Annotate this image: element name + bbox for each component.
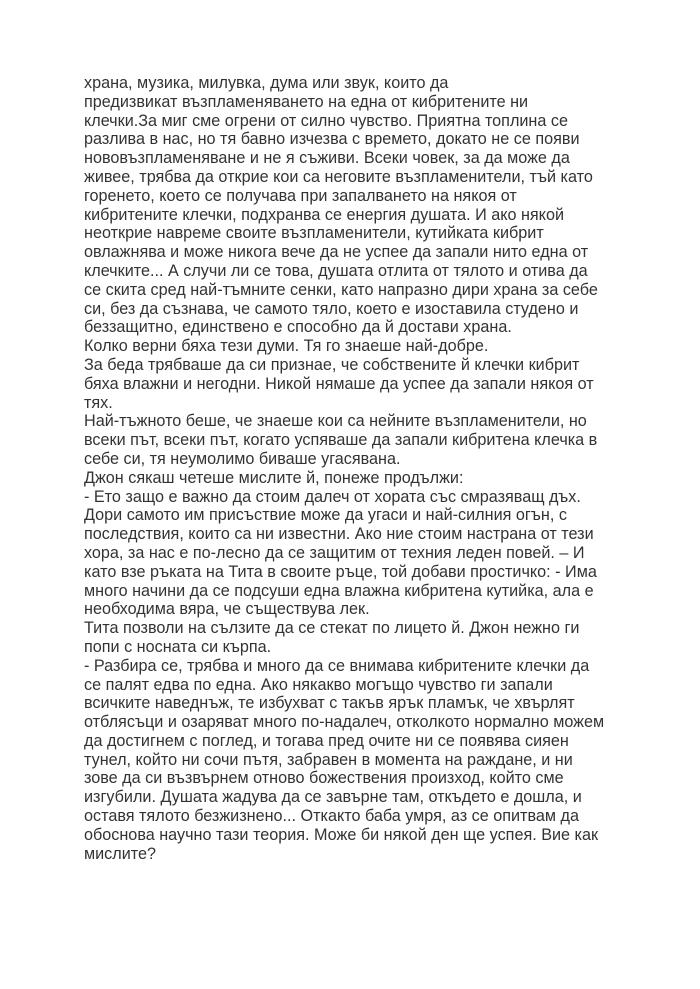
text-line: обоснова научно тази теория. Може би някой ден ще успея. Вие как [84,825,599,844]
text-line: овлажнява и може никога вече да не успее да запали нито една от [84,243,589,262]
text-line: като взе ръката на Тита в своите ръце, той добави простичко: - Има [84,562,597,581]
text-line: тях. [84,393,113,412]
text-line: си, без да съзнава, че самото тяло, което е изоставила студено и [84,299,579,318]
text-line: бяха влажни и негодни. Никой нямаше да успее да запали някоя от [84,374,594,393]
text-line: горенето, което се получава при запалването на някоя от [84,186,517,205]
text-line: Колко верни бяха тези думи. Тя го знаеше най-добре. [84,337,489,356]
text-line: разлива в нас, но тя бавно изчезва с времето, докато не се появи [84,130,580,149]
text-line: се палят едва по една. Ако някакво могъщо чувство ги запали [84,675,553,694]
text-line: се скита сред най-тъмните сенки, като напразно дири храна за себе [84,280,598,299]
text-line: всичките наведнъж, те избухват с такъв ярък пламък, че хвърлят [84,694,575,713]
text-line: неоткрие навреме своите възпламенители, кутийката кибрит [84,224,544,243]
text-line: отблясъци и озаряват много по-надалеч, отколкото нормално можем [84,713,605,732]
text-line: храна, музика, милувка, дума или звук, които да [84,74,449,92]
text-line: необходима вяра, че съществува лек. [84,600,370,619]
text-line: нововъзпламеняване и не я съживи. Всеки човек, за да може да [84,149,570,168]
text-line: тунел, който ни сочи пътя, забравен в момента на раждане, и ни [84,750,573,769]
document-body [84,74,624,863]
text-line: - Разбира се, трябва и много да се внимава кибритените клечки да [84,656,590,675]
text-line: попи с носната си кърпа. [84,637,272,656]
text-line: мислите? [84,844,156,863]
text-line: клечки.За миг сме огрени от силно чувство. Приятна топлина се [84,111,568,130]
text-line: хора, за нас е по-лесно да се защитим от техния леден повей. – И [84,543,585,562]
text-line: кибритените клечки, подхранва се енергия душата. И ако някой [84,205,564,224]
text-line: да достигнем с поглед, и тогава пред очите ни се появява сияен [84,731,569,750]
text-line: клечките... А случи ли се това, душата отлита от тялото и отива да [84,261,588,280]
text-line: себе си, тя неумолимо биваше угасявана. [84,449,401,468]
text-line: живее, трябва да открие кои са неговите възпламенители, тъй като [84,167,593,186]
text-line: оставя тялото безжизнено... Откакто баба умря, аз се опитвам да [84,807,579,826]
text-line: изгубили. Душата жадува да се завърне там, откъдето е дошла, и [84,788,582,807]
text-line: Тита позволи на сълзите да се стекат по лицето й. Джон нежно ги [84,619,580,638]
text-line: беззащитно, единствено е способно да й достави храна. [84,318,512,337]
text-line: - Ето защо е важно да стоим далеч от хората със смразяващ дъх. [84,487,581,506]
text-line: последствия, които са ни известни. Ако ние стоим настрана от тези [84,525,594,544]
text-line: Дори самото им присъствие може да угаси и най-силния огън, с [84,506,567,525]
text-line: предизвикат възпламеняването на една от кибритените ни [84,92,529,111]
text-line: зове да си възвърнем отново божествения произход, който сме [84,769,564,788]
text-line: много начини да се подсуши една влажна кибритена кутийка, ала е [84,581,594,600]
text-line: Най-тъжното беше, че знаеше кои са нейните възпламенители, но [84,412,587,431]
text-line: всеки път, всеки път, когато успяваше да запали кибритена клечка в [84,431,598,450]
text-line: За беда трябваше да си признае, че собствените й клечки кибрит [84,355,580,374]
text-line: Джон сякаш четеше мислите й, понеже продължи: [84,468,464,487]
